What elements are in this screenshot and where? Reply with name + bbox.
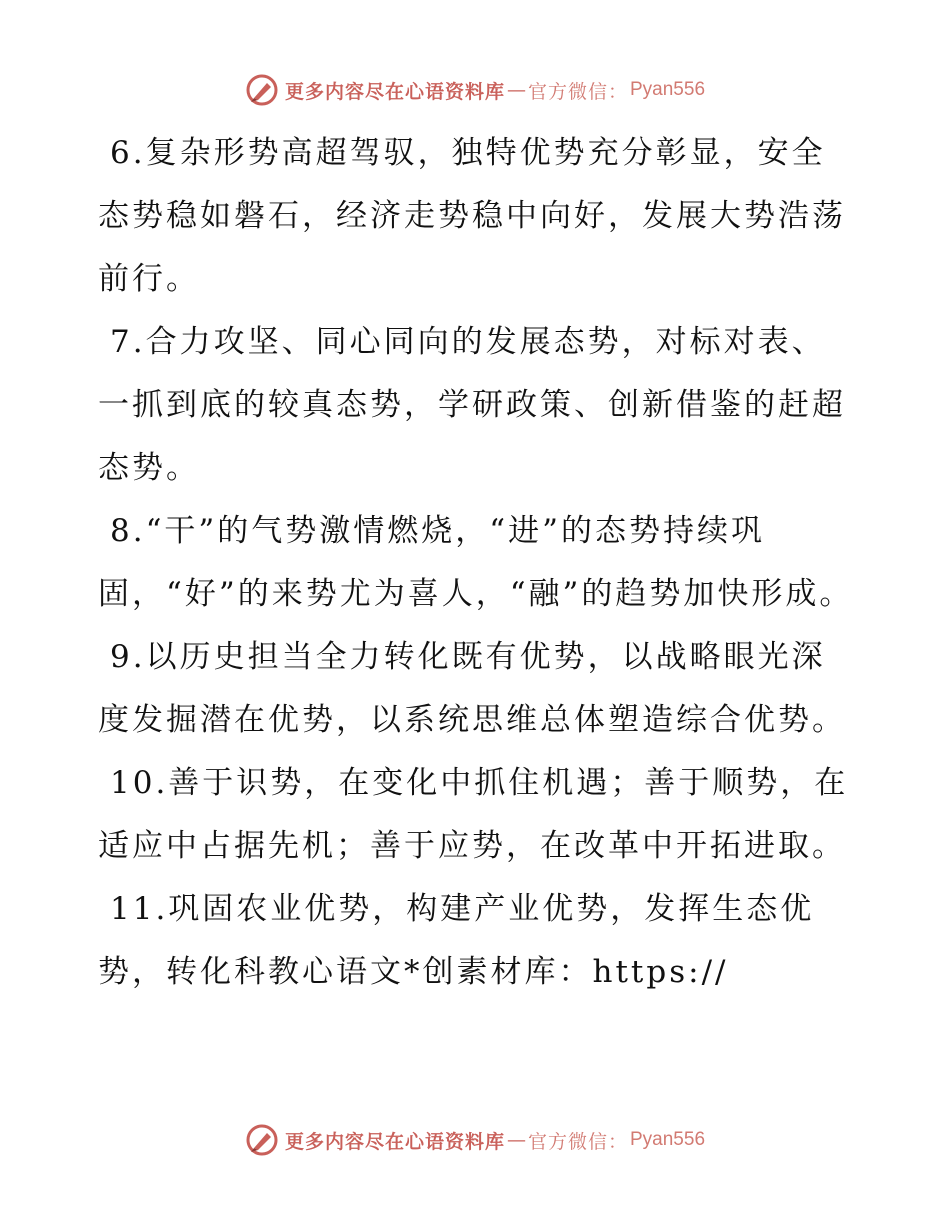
pen-logo-icon bbox=[245, 1123, 279, 1157]
paragraph-6: 6.复杂形势高超驾驭，独特优势充分彰显，安全态势稳如磐石，经济走势稳中向好，发展大势浩荡前行。 bbox=[98, 135, 846, 297]
banner-dash: — bbox=[506, 1129, 526, 1151]
banner-dash: — bbox=[506, 79, 526, 101]
document-body bbox=[98, 122, 858, 1004]
paragraph-10: 10.善于识势，在变化中抓住机遇；善于顺势，在适应中占据先机；善于应势，在改革中开拓进取。 bbox=[98, 765, 849, 864]
brand-text: 更多内容尽在心语资料库 bbox=[284, 80, 505, 103]
wechat-id: Pyan556 bbox=[630, 1129, 706, 1150]
footer-banner bbox=[0, 1120, 950, 1160]
paragraph-7: 7.合力攻坚、同心同向的发展态势，对标对表、一抓到底的较真态势，学研政策、创新借鉴的赶超态势。 bbox=[98, 324, 846, 486]
paragraph-11: 11.巩固农业优势，构建产业优势，发挥生态优势，转化科教心语文*创素材库：https:// bbox=[98, 891, 815, 990]
wechat-id: Pyan556 bbox=[630, 79, 706, 100]
paragraph-9: 9.以历史担当全力转化既有优势，以战略眼光深度发掘潜在优势，以系统思维总体塑造综合优势。 bbox=[98, 639, 846, 738]
wechat-label: 官方微信： bbox=[527, 80, 628, 103]
pen-logo-icon bbox=[245, 73, 279, 107]
paragraph-8: 8.“干”的气势激情燃烧，“进”的态势持续巩固，“好”的来势尤为喜人，“融”的趋势加快形成。 bbox=[98, 513, 854, 612]
wechat-label: 官方微信： bbox=[527, 1130, 628, 1153]
brand-text: 更多内容尽在心语资料库 bbox=[284, 1130, 505, 1153]
header-banner bbox=[0, 70, 950, 110]
